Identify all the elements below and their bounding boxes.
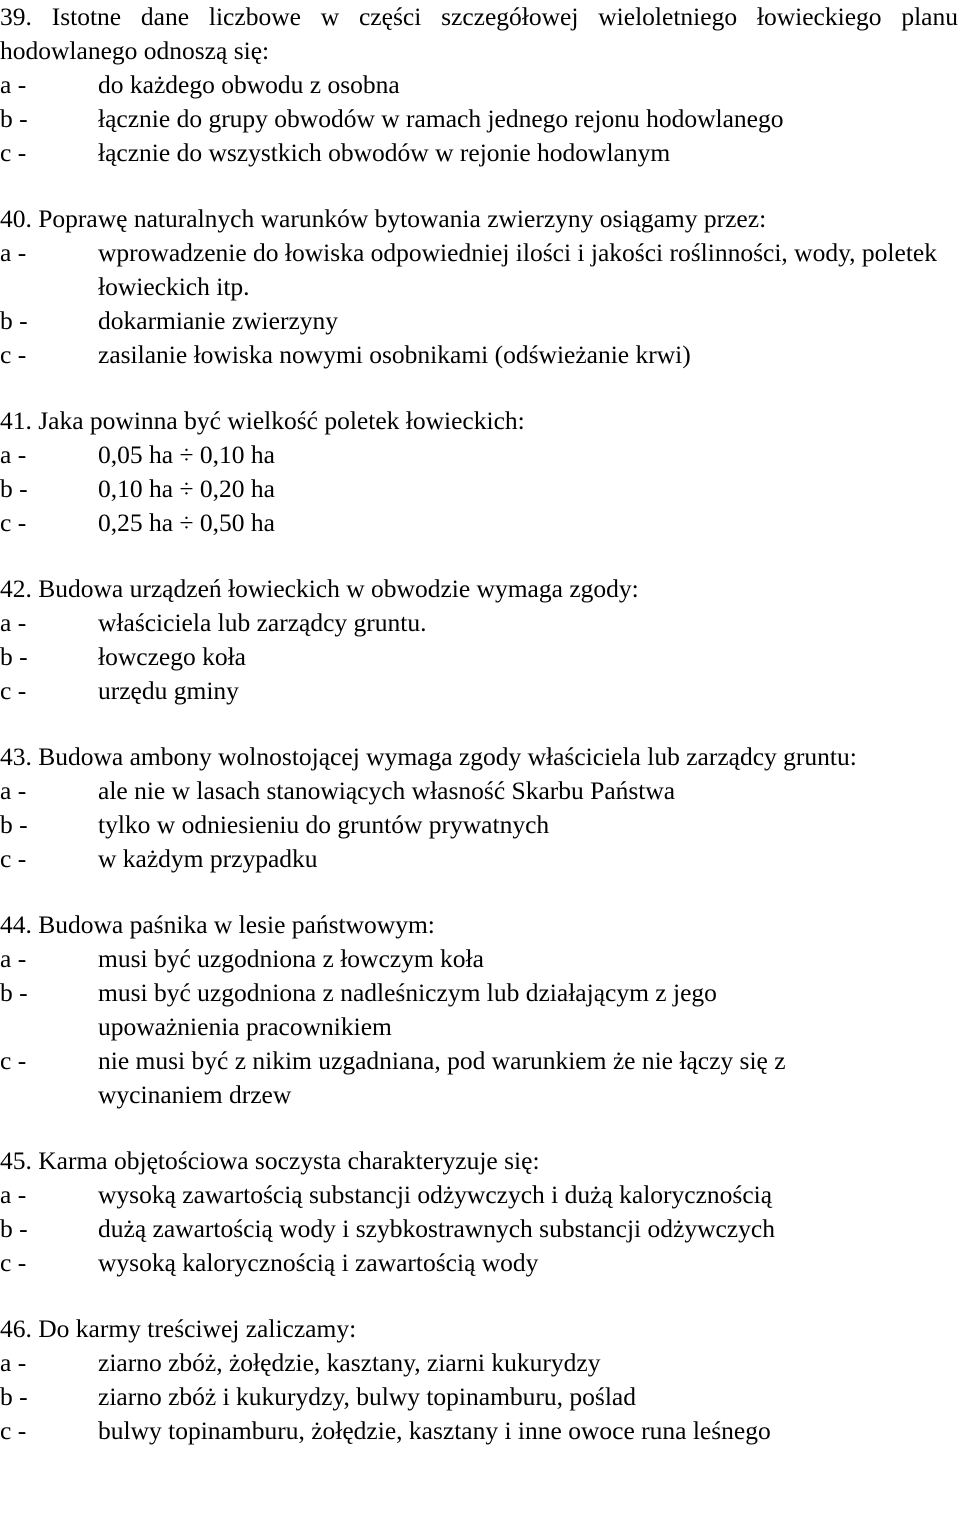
answer-text: ziarno zbóż i kukurydzy, bulwy topinamburu, poślad: [98, 1382, 636, 1411]
answer-c: [0, 1414, 960, 1448]
answer-letter: c -: [0, 508, 27, 537]
answer-text: ziarno zbóż, żołędzie, kasztany, ziarni kukurydzy: [98, 1348, 601, 1377]
spacer: [0, 1280, 960, 1312]
answer-letter: a -: [0, 70, 27, 99]
question-42: [0, 572, 960, 708]
answer-b: [0, 976, 960, 1044]
question-title: 43. Budowa ambony wolnostojącej wymaga zgody właściciela lub zarządcy gruntu:: [0, 742, 857, 771]
answer-letter: c -: [0, 340, 27, 369]
answer-text: 0,25 ha ÷ 0,50 ha: [98, 508, 275, 537]
answer-letter: b -: [0, 642, 28, 671]
answer-letter: b -: [0, 810, 28, 839]
spacer: [0, 708, 960, 740]
answer-b: [0, 304, 960, 338]
answer-a: [0, 68, 960, 102]
answer-text: tylko w odniesieniu do gruntów prywatnych: [98, 810, 550, 839]
answer-text: zasilanie łowiska nowymi osobnikami (odświeżanie krwi): [98, 340, 691, 369]
answer-text: dokarmianie zwierzyny: [98, 306, 339, 335]
answer-letter: c -: [0, 844, 27, 873]
answer-text: do każdego obwodu z osobna: [98, 70, 400, 99]
answer-list: [0, 774, 960, 876]
answer-letter: a -: [0, 944, 27, 973]
question-45: [0, 1144, 960, 1280]
answer-text: 0,05 ha ÷ 0,10 ha: [98, 440, 275, 469]
answer-c: [0, 1246, 960, 1280]
answer-text: łącznie do wszystkich obwodów w rejonie hodowlanym: [98, 138, 671, 167]
answer-letter: a -: [0, 776, 27, 805]
answer-b: [0, 102, 960, 136]
answer-letter: c -: [0, 138, 27, 167]
question-title: 39. Istotne dane liczbowe w części szczegółowej wieloletniego łowieckiego planu hodowlanego odnoszą się:: [0, 2, 958, 65]
answer-list: [0, 1346, 960, 1448]
answer-text: musi być uzgodniona z nadleśniczym lub działającym z jego upoważnienia pracownikiem: [98, 978, 717, 1041]
answer-letter: a -: [0, 1180, 27, 1209]
question-title: 42. Budowa urządzeń łowieckich w obwodzie wymaga zgody:: [0, 574, 639, 603]
answer-letter: b -: [0, 306, 28, 335]
answer-a: [0, 774, 960, 808]
question-39: [0, 0, 960, 170]
spacer: [0, 876, 960, 908]
answer-letter: c -: [0, 1248, 27, 1277]
answer-text: łącznie do grupy obwodów w ramach jednego rejonu hodowlanego: [98, 104, 784, 133]
answer-c: [0, 842, 960, 876]
answer-b: [0, 640, 960, 674]
answer-c: [0, 1044, 960, 1112]
answer-letter: c -: [0, 1046, 27, 1075]
answer-list: [0, 1178, 960, 1280]
answer-text: wysoką kalorycznością i zawartością wody: [98, 1248, 539, 1277]
answer-list: [0, 236, 960, 372]
answer-a: [0, 438, 960, 472]
spacer: [0, 1112, 960, 1144]
answer-text: właściciela lub zarządcy gruntu.: [98, 608, 427, 637]
answer-c: [0, 506, 960, 540]
question-41: [0, 404, 960, 540]
question-title: 40. Poprawę naturalnych warunków bytowania zwierzyny osiągamy przez:: [0, 204, 767, 233]
answer-list: [0, 438, 960, 540]
answer-text: nie musi być z nikim uzgadniana, pod warunkiem że nie łączy się z wycinaniem drzew: [98, 1046, 786, 1109]
question-43: [0, 740, 960, 876]
answer-c: [0, 338, 960, 372]
answer-letter: b -: [0, 104, 28, 133]
answer-list: [0, 942, 960, 1112]
answer-letter: b -: [0, 1214, 28, 1243]
answer-text: łowczego koła: [98, 642, 246, 671]
answer-c: [0, 674, 960, 708]
question-40: [0, 202, 960, 372]
answer-letter: a -: [0, 1348, 27, 1377]
answer-b: [0, 472, 960, 506]
answer-text: wysoką zawartością substancji odżywczych i dużą kalorycznością: [98, 1180, 773, 1209]
question-title: 41. Jaka powinna być wielkość poletek łowieckich:: [0, 406, 525, 435]
answer-letter: c -: [0, 676, 27, 705]
answer-text: w każdym przypadku: [98, 844, 318, 873]
answer-letter: b -: [0, 978, 28, 1007]
spacer: [0, 372, 960, 404]
answer-b: [0, 1380, 960, 1414]
answer-text: bulwy topinamburu, żołędzie, kasztany i inne owoce runa leśnego: [98, 1416, 771, 1445]
answer-a: [0, 1346, 960, 1380]
answer-letter: a -: [0, 238, 27, 267]
question-44: [0, 908, 960, 1112]
answer-a: [0, 606, 960, 640]
question-title: 46. Do karmy treściwej zaliczamy:: [0, 1314, 357, 1343]
spacer: [0, 540, 960, 572]
answer-b: [0, 1212, 960, 1246]
answer-letter: a -: [0, 440, 27, 469]
question-46: [0, 1312, 960, 1448]
answer-text: wprowadzenie do łowiska odpowiedniej ilości i jakości roślinności, wody, poletek łowieckich itp.: [98, 238, 937, 301]
answer-text: dużą zawartością wody i szybkostrawnych substancji odżywczych: [98, 1214, 775, 1243]
answer-text: urzędu gminy: [98, 676, 239, 705]
answer-letter: b -: [0, 474, 28, 503]
answer-list: [0, 68, 960, 170]
answer-letter: b -: [0, 1382, 28, 1411]
answer-letter: c -: [0, 1416, 27, 1445]
answer-a: [0, 1178, 960, 1212]
question-title: 45. Karma objętościowa soczysta charakteryzuje się:: [0, 1146, 540, 1175]
answer-b: [0, 808, 960, 842]
answer-text: 0,10 ha ÷ 0,20 ha: [98, 474, 275, 503]
answer-c: [0, 136, 960, 170]
answer-list: [0, 606, 960, 708]
answer-text: musi być uzgodniona z łowczym koła: [98, 944, 484, 973]
spacer: [0, 170, 960, 202]
answer-letter: a -: [0, 608, 27, 637]
answer-a: [0, 236, 960, 304]
question-title: 44. Budowa paśnika w lesie państwowym:: [0, 910, 435, 939]
answer-a: [0, 942, 960, 976]
answer-text: ale nie w lasach stanowiących własność Skarbu Państwa: [98, 776, 676, 805]
